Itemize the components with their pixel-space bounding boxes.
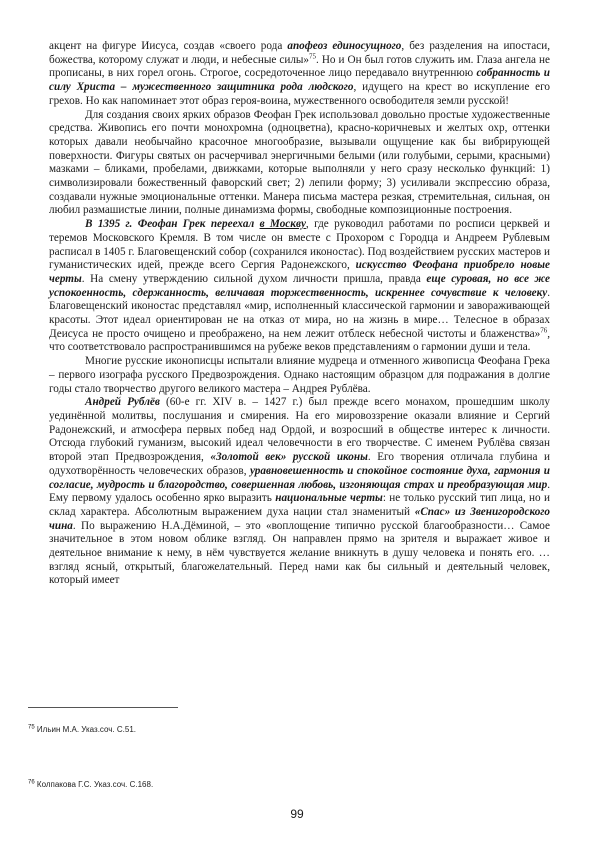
text-run: Для создания своих ярких образов Феофан Грек использовал довольно простые художественные средства. Живопись его почти монохромна (одноцветна), красно-коричневых и желтых охр, оттенки которых давали необычайно красочное многообразие, вызывали ощущение как бы вибрирующей поверхности. Фигуры святых он расчерчивал энергичными белыми (или голубыми, серыми, красными) мазками – бликами, пробелами, движками, которые выполняли у него сразу несколько функций: 1) символизировали божественный фаворский свет; 2) лепили форму; 3) усиливали экспрессию образа, создавали нужные эмоциональные оттенки. Манера письма мастера резкая, стремительная, сильная, он любил размашистые линии, полные динамизма формы, свободные композиционные построения. [49,108,550,217]
text-run: . Ему первому удалось особенно ярко выразить [49,478,550,505]
emphasis: «Спас» из Звенигородского чина [49,505,551,532]
page-number: 99 [290,807,304,821]
footnote-75 [28,725,136,735]
text-run: : не только русский тип лица, но и склад характера. Абсолютным выражением духа нации стал знаменитый [49,492,550,518]
emphasis: уравновешенность и спокойное состояние духа, гармония и согласие, мудрость и благородство, совершенная любовь, изгоняющая страх и преобразующая мир [49,464,551,491]
text-run: акцент на фигуре Иисуса, создав «своего рода [49,40,288,52]
paragraph-5 [49,396,550,588]
text-run: , идущего на крест во искупление его грехов. Но как напоминает этот образ героя-воина, мужественного освободителя земли русской! [49,81,550,107]
text-run: , где руководил работами по росписи церквей и теремов Московского Кремля. В том числе он вместе с Прохором с Городца и Андреем Рублевым расписал в 1405 г. Благовещенский собор (сохранился иконостас). Под воздействием русских мастеров и гуманистических идей, прежде всего Сергия Радонежского, [49,218,551,272]
text-run: . Благовещенский иконостас представлял «мир, исполненный классической гармонии и завораживающей красоты. Этот идеал ориентирован не на отказ от мира, но на жизнь в мире… Телесное в образах Деисуса не просто очищено и преображено, на нем лежит отблеск небесной чистоты и блаженства» [49,286,550,340]
page-body [49,40,550,588]
paragraph-4 [49,355,550,396]
emphasis: еще суровая, но все же успокоенность, сдержанность, величавая торжественность, искреннее сочувствие к человеку [49,272,550,299]
text-run: . Его творения отличала глубина и одухотворённость человеческих образов, [49,451,550,477]
text-run: (60-е гг. XIV в. – 1427 г.) был прежде всего монахом, прошедшим школу уединённой молитвы, послушания и смирения. На его мировоззрение оказали влияние и Сергий Радонежский, и атмосфера первых побед над Ордой, и возросший в обществе интерес к личности. Отсюда глубокий гуманизм, высокий идеал человечности в его творчестве. С именем Рублёва связан второй этап Предвозрождения, [49,396,550,464]
paragraph-1 [49,40,550,109]
emphasis: В 1395 г. Феофан Грек переехал [85,218,260,231]
text-run: , без разделения на ипостаси, божества, которому служат и люди, и небесные силы» [49,40,550,66]
paragraph-2 [49,109,550,219]
emphasis: «Золотой век» русской иконы [210,451,368,464]
text-run: . Но и Он был готов служить им. Глаза ангела не прописаны, в них горел огонь. Строгое, сосредоточенное лицо передавало внутреннюю [49,53,550,80]
footnote-text: Ильин М.А. Указ.соч. С.51. [34,725,137,734]
emphasis: национальные черты [275,492,383,505]
text-run: , что соответствовало распространившимся на рубеже веков представлениям о гармонии души и тела. [49,327,550,354]
emphasis: искусство Феофана приобрело новые черты [49,259,551,285]
paragraph-3 [49,218,550,355]
footnote-number: 76 [28,779,35,786]
footnote-ref-75[interactable]: 75 [309,51,317,60]
text-run: . По выражению Н.А.Дёминой, – это «воплощение типично русской благообразности… Самое значительное в этом новом облике взгляд. Он направлен прямо на зрителя и выражает живое и деятельное внимание к нему, в нём чувствуется желание вникнуть в душу человека и понять его. … взгляд ясный, открытый, благожелательный. Перед нами как бы сильный и деятельный человек, который имеет [49,519,550,587]
footnote-76 [28,780,153,790]
text-run: Многие русские иконописцы испытали влияние мудреца и отменного живописца Феофана Грека – первого изографа русского Предвозрождения. Однако настоящим образцом для подражания в долгие годы стало творчество другого великого мастера – Андрея Рублёва. [49,355,550,395]
emphasis: собранность и силу Христа – мужественного защитника рода людского [49,67,550,94]
footnote-ref-76[interactable]: 76 [540,326,548,335]
footnote-divider [28,707,178,708]
footnote-number: 75 [28,724,35,731]
emphasis-underlined: в Москву [259,218,306,231]
emphasis: Андрей Рублёв [85,396,160,409]
emphasis: апофеоз единосущного [287,40,402,52]
text-run: . На смену утверждению сильной духом личности пришла, правда [81,272,427,285]
footnote-text: Колпакова Г.С. Указ.соч. С.168. [34,780,154,789]
